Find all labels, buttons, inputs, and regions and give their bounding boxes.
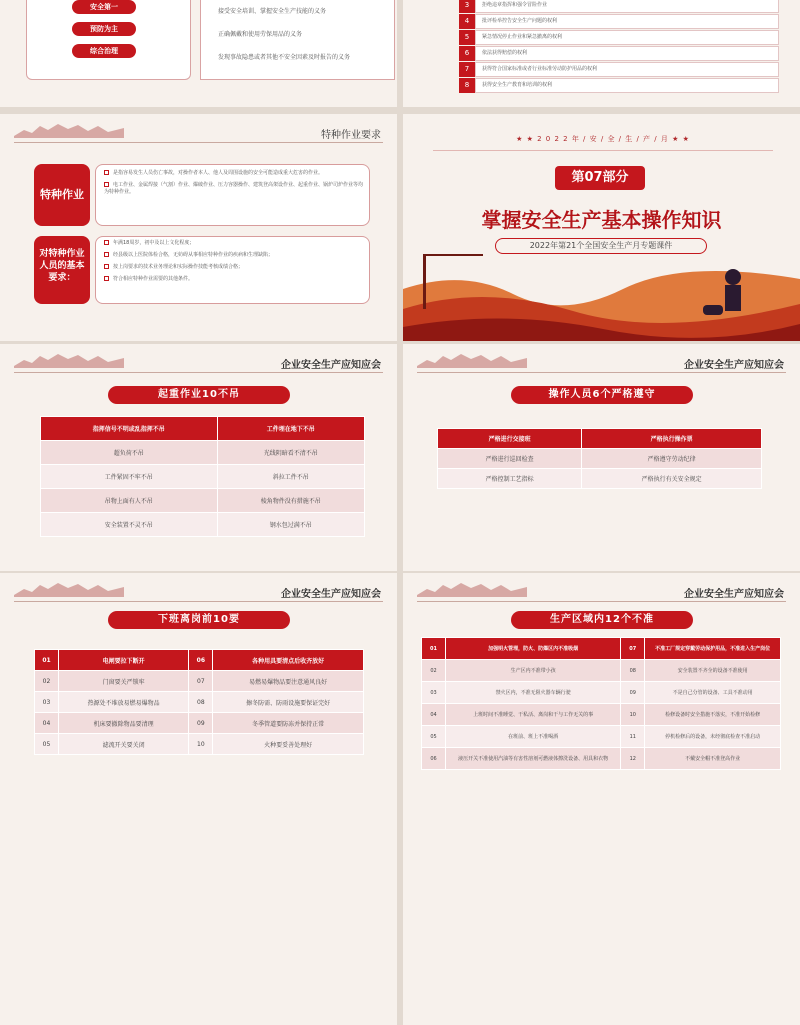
production-area-table (421, 637, 781, 770)
right-row (459, 78, 779, 93)
great-wall-icon (417, 579, 527, 597)
number-cell: 08 (621, 660, 645, 682)
table-row (35, 734, 364, 755)
text-cell: 液压开关不准使用汽油等有害性溶剂可燃液体擦洗设备、用具和衣物 (446, 748, 621, 770)
right-row (459, 62, 779, 77)
header-line (14, 142, 383, 143)
leave-post-table (34, 649, 364, 755)
table-row (438, 449, 762, 469)
header-title: 企业安全生产应知应会 (281, 360, 381, 371)
table-cell: 斜拉工件不吊 (217, 465, 365, 489)
number-cell: 02 (422, 660, 446, 682)
table-cell: 吊物上面有人不吊 (41, 489, 218, 513)
header-line (417, 601, 786, 602)
requirement-item (104, 240, 364, 247)
table-cell: 严格控制工艺指标 (438, 469, 582, 489)
text-cell: 擦冬防需、防雨设施要保证完好 (213, 692, 364, 713)
header-cell: 工件埋在地下不吊 (217, 417, 365, 441)
slogan-button[interactable]: 安全第一 (72, 0, 136, 14)
slide-special-work[interactable] (0, 114, 397, 341)
requirement-item (104, 182, 364, 196)
slide-rights-duties[interactable] (0, 0, 397, 107)
number-cell: 01 (35, 650, 59, 671)
text-cell: 不准工厂规定穿戴劳动保护用品，不准进入生产岗位 (645, 638, 781, 660)
number-cell: 06 (422, 748, 446, 770)
bullet-icon (104, 276, 109, 281)
table-row (35, 650, 364, 671)
header-line (417, 372, 786, 373)
right-row (459, 0, 779, 13)
requirement-text: 经县级以上医院体检合格，无妨碍从事相应特种作业的疾病和生理缺陷； (113, 252, 274, 258)
requirement-text: 是指容易发生人员伤亡事故，对操作者本人、他人及周围设施的安全可能造成重大危害的作业。 (113, 170, 324, 176)
number-cell: 01 (422, 638, 446, 660)
row-text: 获得安全生产教育和培训的权利 (475, 78, 779, 93)
duty-item: 正确佩戴和使用劳保用品的义务 (218, 31, 303, 38)
bullet-icon (104, 170, 109, 175)
requirement-text: 电工作业、金属焊接（气割）作业、爆破作业、压力容器操作、建筑登高架设作业、起重作业、锅炉司炉作业等均为特种作业。 (104, 182, 364, 195)
row-number: 5 (459, 30, 475, 45)
table-row (422, 638, 781, 660)
requirement-text: 符合相应特种作业需要的其他条件。 (113, 276, 194, 282)
row-text: 获得符合国家标准或者行业标准劳动防护用品的权利 (475, 62, 779, 77)
header-title: 企业安全生产应知应会 (684, 589, 784, 600)
table-row (422, 682, 781, 704)
table-header (438, 429, 762, 449)
table-cell: 工件紧固不牢不吊 (41, 465, 218, 489)
row-text: 依法获得赔偿的权利 (475, 46, 779, 61)
slogan-button[interactable]: 综合治理 (72, 44, 136, 58)
text-cell: 加强明火管理，防火、防爆区内不准吸烟 (446, 638, 621, 660)
header-cell: 严格执行操作票 (582, 429, 762, 449)
slide-next-right (403, 798, 800, 1025)
banner-top: ★ ★ 2 0 2 2 年 / 安 / 全 / 生 / 产 / 月 ★ ★ (516, 135, 690, 143)
text-cell: 火种要妥善处理好 (213, 734, 364, 755)
table-row (438, 469, 762, 489)
row-text: 批评检举控告安全生产问题的权利 (475, 14, 779, 29)
slide-production-area[interactable] (403, 573, 800, 800)
slide-section-title[interactable] (403, 114, 800, 341)
great-wall-icon (14, 120, 124, 138)
text-cell: 停机检修后的设备，未经彻底检查不准启动 (645, 726, 781, 748)
number-cell: 07 (189, 671, 213, 692)
requirement-item (104, 276, 364, 283)
header-cell: 严格进行交接班 (438, 429, 582, 449)
right-row (459, 14, 779, 29)
section-title: 掌握安全生产基本操作知识 (481, 208, 722, 232)
requirement-item (104, 264, 364, 271)
requirement-text: 按上岗要求的技术业务理论和实际操作技能考核成绩合格； (113, 264, 244, 270)
slide-next-left (0, 798, 397, 1025)
number-cell: 03 (422, 682, 446, 704)
part-badge: 第07部分 (555, 166, 645, 190)
number-cell: 08 (189, 692, 213, 713)
text-cell: 机床要撤除物品要清理 (59, 713, 189, 734)
text-cell: 不戴安全帽不准登高作业 (645, 748, 781, 770)
landscape-illustration (403, 249, 800, 341)
row-number: 4 (459, 14, 475, 29)
table-cell: 严格进行巡回检查 (438, 449, 582, 469)
table-row (41, 465, 365, 489)
section-subtitle: 2022年第21个全国安全生产月专题课件 (495, 238, 707, 254)
bullet-icon (104, 252, 109, 257)
section-pill: 操作人员6个严格遵守 (511, 386, 693, 404)
table-row (422, 726, 781, 748)
table-row (35, 671, 364, 692)
table-cell: 钢水包过满不吊 (217, 513, 365, 537)
bullet-icon (104, 264, 109, 269)
text-cell: 在班前、班上不准喝酒 (446, 726, 621, 748)
row-number: 6 (459, 46, 475, 61)
table-row (41, 489, 365, 513)
slide-leave-post[interactable] (0, 573, 397, 800)
text-cell: 检修设备时安全措施不落实，不准开始检修 (645, 704, 781, 726)
table-cell: 严格执行有关安全规定 (582, 469, 762, 489)
table-cell: 棱角物件没有措施不吊 (217, 489, 365, 513)
right-row (459, 46, 779, 61)
section-pill: 下班离岗前10要 (108, 611, 290, 629)
slide-lifting[interactable] (0, 344, 397, 571)
number-cell: 04 (35, 713, 59, 734)
text-cell: 禁火区内，不准无阻火器车辆行驶 (446, 682, 621, 704)
table-row (41, 513, 365, 537)
row-number: 3 (459, 0, 475, 13)
table-row (35, 713, 364, 734)
table-row (422, 748, 781, 770)
row-number: 7 (459, 62, 475, 77)
right-row (459, 30, 779, 45)
table-header (41, 417, 365, 441)
great-wall-icon (417, 350, 527, 368)
text-cell: 冬季管道要防冻并保持正常 (213, 713, 364, 734)
text-cell: 上班时间不准睡觉、干私活、离岗和干与工作无关的事 (446, 704, 621, 726)
lifting-table (40, 416, 365, 537)
text-cell: 滤流开关要关闭 (59, 734, 189, 755)
bullet-icon (104, 240, 109, 245)
header-line (14, 372, 383, 373)
row-text: 拒绝违章指挥和强令冒险作业 (475, 0, 779, 13)
table-cell: 超负荷不吊 (41, 441, 218, 465)
table-row (41, 441, 365, 465)
text-cell: 电闸要拉下断开 (59, 650, 189, 671)
number-cell: 09 (621, 682, 645, 704)
number-cell: 10 (621, 704, 645, 726)
section-pill: 起重作业10不吊 (108, 386, 290, 404)
slide-operators[interactable] (403, 344, 800, 571)
table-row (35, 692, 364, 713)
table-cell: 安全装置不灵不吊 (41, 513, 218, 537)
operators-table (437, 428, 762, 489)
table-row (422, 660, 781, 682)
duty-item: 发现事故隐患或者其他不安全因素及时报告的义务 (218, 54, 351, 61)
text-cell: 门窗要关严锁牢 (59, 671, 189, 692)
requirements-label: 对特种作业人员的基本要求： (34, 236, 90, 304)
table-cell: 光线阴暗看不清不吊 (217, 441, 365, 465)
text-cell: 不是自己分管的设备、工具不准动用 (645, 682, 781, 704)
text-cell: 各种用具要清点后收齐放好 (213, 650, 364, 671)
number-cell: 11 (621, 726, 645, 748)
row-text: 紧急情况停止作业和紧急撤离的权利 (475, 30, 779, 45)
duty-item: 接受安全培训、掌握安全生产技能的义务 (218, 8, 327, 15)
requirement-item (104, 170, 364, 177)
number-cell: 09 (189, 713, 213, 734)
header-title: 企业安全生产应知应会 (281, 589, 381, 600)
great-wall-icon (14, 579, 124, 597)
requirement-text: 年满18周岁，初中及以上文化程度； (113, 240, 195, 246)
number-cell: 05 (35, 734, 59, 755)
text-cell: 安全装置不齐全的设备不准使用 (645, 660, 781, 682)
bullet-icon (104, 182, 109, 187)
number-cell: 04 (422, 704, 446, 726)
number-cell: 07 (621, 638, 645, 660)
great-wall-icon (14, 350, 124, 368)
text-cell: 生产区内不准带小孩 (446, 660, 621, 682)
row-number: 8 (459, 78, 475, 93)
text-cell: 热源处不堆放易燃易爆物品 (59, 692, 189, 713)
text-cell: 易燃易爆物品要注意通风良好 (213, 671, 364, 692)
number-cell: 05 (422, 726, 446, 748)
section-pill: 生产区域内12个不准 (511, 611, 693, 629)
requirement-item (104, 252, 364, 259)
slogan-button[interactable]: 预防为主 (72, 22, 136, 36)
slide-rights-list[interactable] (403, 0, 800, 107)
header-title: 企业安全生产应知应会 (684, 360, 784, 371)
number-cell: 03 (35, 692, 59, 713)
table-cell: 严格遵守劳动纪律 (582, 449, 762, 469)
header-title: 特种作业要求 (321, 130, 381, 141)
header-line (14, 601, 383, 602)
number-cell: 06 (189, 650, 213, 671)
table-row (422, 704, 781, 726)
header-cell: 指挥信号不明或乱指挥不吊 (41, 417, 218, 441)
number-cell: 10 (189, 734, 213, 755)
number-cell: 02 (35, 671, 59, 692)
number-cell: 12 (621, 748, 645, 770)
special-work-label: 特种作业 (34, 164, 90, 226)
